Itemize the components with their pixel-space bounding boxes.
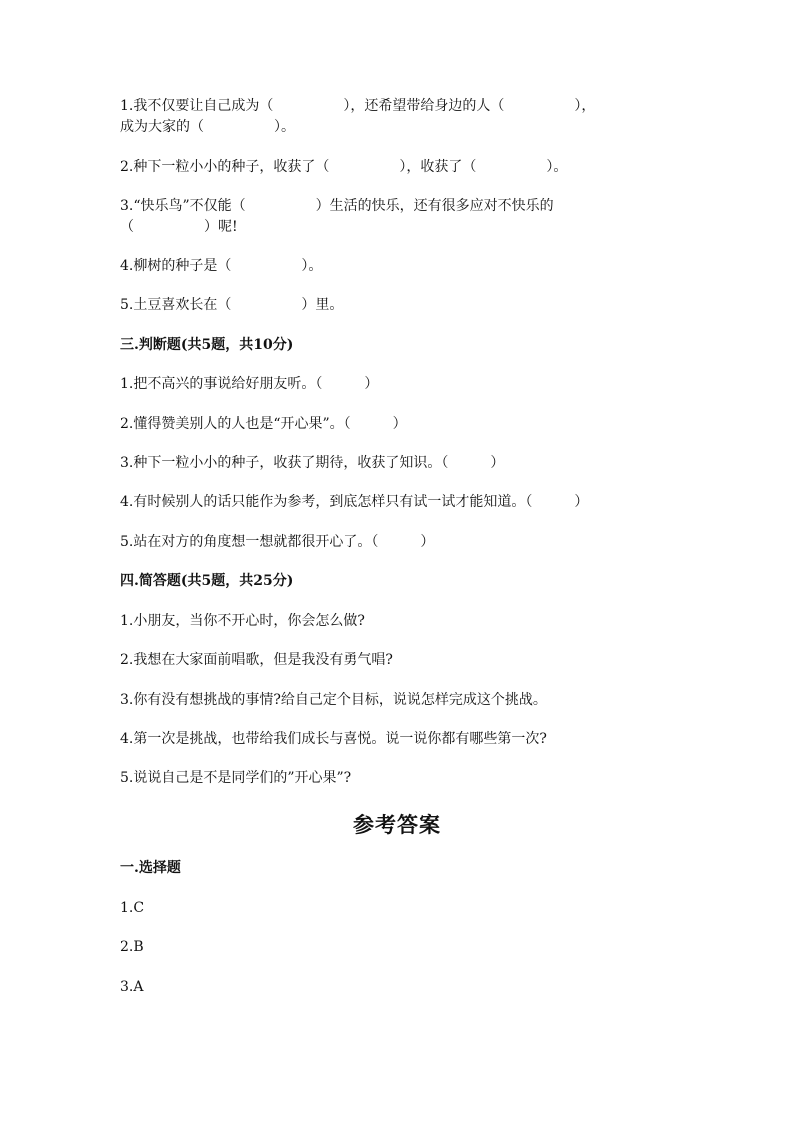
- fill-in-q5: 5.土豆喜欢长在（ ）里。: [120, 297, 344, 313]
- answer-item: 2.B: [120, 939, 144, 955]
- true-false-item: 5.站在对方的角度想一想就都很开心了。（ ）: [120, 534, 435, 550]
- fill-in-q1-line1: 1.我不仅要让自己成为（ ），还希望带给身边的人（ ），: [120, 98, 596, 114]
- fill-in-q4: 4.柳树的种子是（ ）。: [120, 258, 323, 274]
- fill-in-q3-line2: （ ）呢!: [120, 219, 238, 235]
- short-answer-item: 3.你有没有想挑战的事情?给自己定个目标，说说怎样完成这个挑战。: [120, 692, 547, 708]
- fill-in-q2: 2.种下一粒小小的种子，收获了（ ），收获了（ ）。: [120, 159, 568, 175]
- true-false-item: 3.种下一粒小小的种子，收获了期待，收获了知识。（ ）: [120, 455, 505, 471]
- true-false-item: 1.把不高兴的事说给好朋友听。（ ）: [120, 376, 379, 392]
- answer-item: 1.C: [120, 900, 145, 916]
- short-answer-item: 5.说说自己是不是同学们的”开心果”?: [120, 770, 352, 786]
- short-answer-item: 2.我想在大家面前唱歌，但是我没有勇气唱?: [120, 652, 393, 668]
- short-answer-item: 1.小朋友，当你不开心时，你会怎么做?: [120, 613, 365, 629]
- answer-key-title: 参考答案: [353, 812, 441, 837]
- section-title-short-answer: 四.简答题(共5题，共25分): [120, 573, 294, 589]
- fill-in-q1-line2: 成为大家的（ ）。: [120, 119, 295, 135]
- section-title-true-false: 三.判断题(共5题，共10分): [120, 337, 294, 353]
- true-false-item: 2.懂得赞美别人的人也是“开心果”。（ ）: [120, 416, 407, 432]
- short-answer-item: 4.第一次是挑战，也带给我们成长与喜悦。说一说你都有哪些第一次?: [120, 731, 547, 747]
- true-false-item: 4.有时候别人的话只能作为参考，到底怎样只有试一试才能知道。（ ）: [120, 494, 589, 510]
- fill-in-q3-line1: 3.“快乐鸟”不仅能（ ）生活的快乐，还有很多应对不快乐的: [120, 198, 554, 214]
- answer-item: 3.A: [120, 979, 144, 995]
- answer-section-title: 一.选择题: [120, 860, 181, 876]
